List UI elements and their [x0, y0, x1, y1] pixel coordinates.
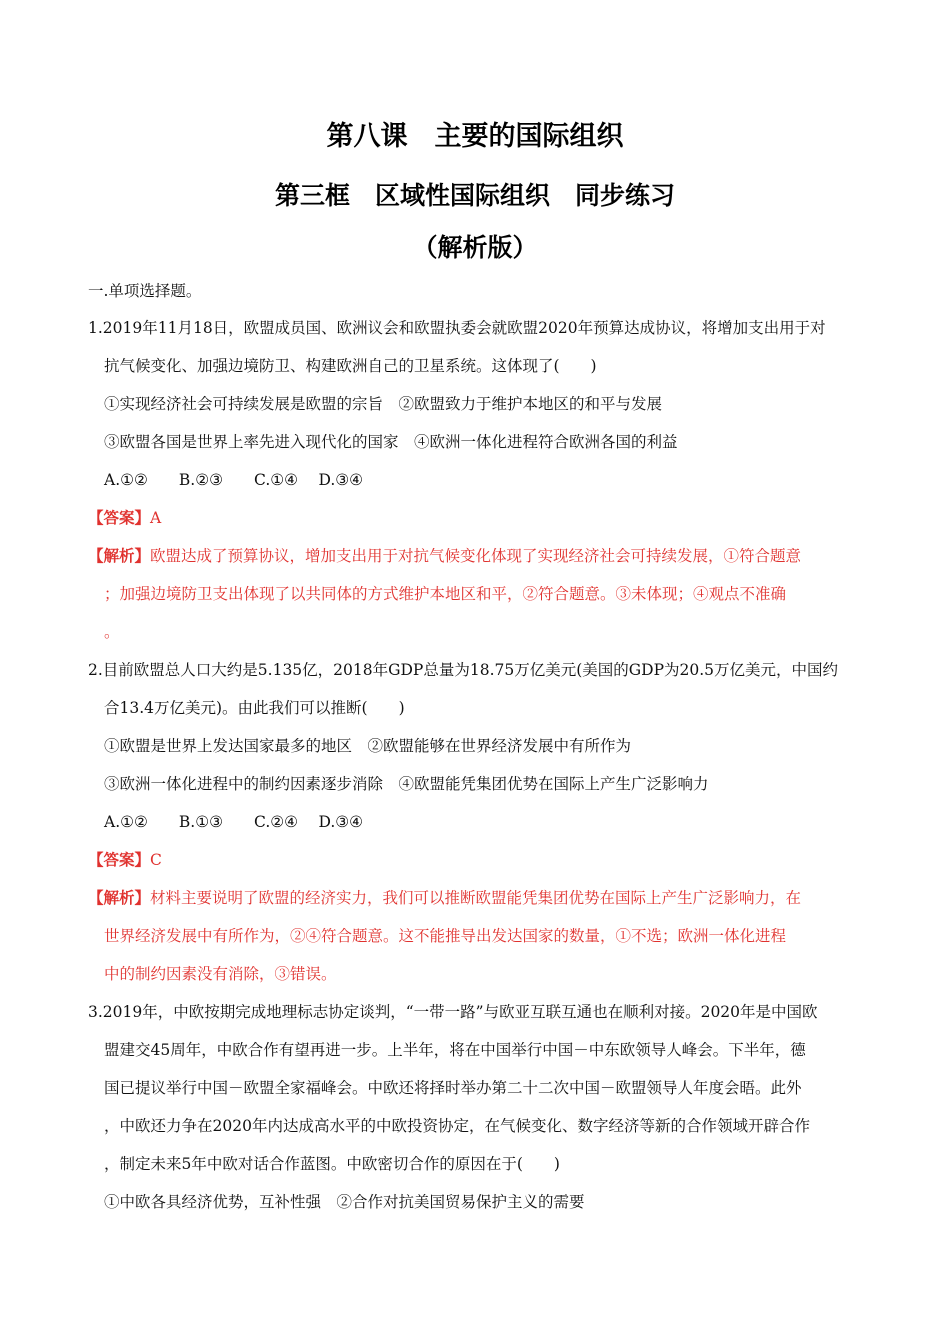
section-heading: 一.单项选择题。 [88, 282, 202, 300]
q2-statement-2: ③欧洲一体化进程中的制约因素逐步消除 ④欧盟能凭集团优势在国际上产生广泛影响力 [104, 775, 709, 793]
document-title: 第八课 主要的国际组织 [326, 121, 624, 152]
q1-statement-2: ③欧盟各国是世界上率先进入现代化的国家 ④欧洲一体化进程符合欧洲各国的利益 [104, 433, 678, 451]
q2-options: A.①② B.①③ C.②④ D.③④ [104, 813, 364, 831]
q2-analysis-line-3: 中的制约因素没有消除，③错误。 [104, 965, 337, 983]
q1-analysis-line-3: 。 [104, 623, 120, 641]
q2-answer-value: C [150, 851, 162, 869]
q1-analysis-line-1 [88, 545, 801, 567]
q1-analysis-line-2: ；加强边境防卫支出体现了以共同体的方式维护本地区和平，②符合题意。③未体现；④观点不准确 [104, 585, 787, 603]
q3-stem-line-2: 盟建交45周年，中欧合作有望再进一步。上半年，将在中国举行中国－中东欧领导人峰会。下半年，德 [104, 1041, 806, 1059]
q2-stem-line-1: 2.目前欧盟总人口大约是5.135亿，2018年GDP总量为18.75万亿美元(美国的GDP为20.5万亿美元，中国约 [88, 661, 839, 679]
q1-stem-line-2: 抗气候变化、加强边境防卫、构建欧洲自己的卫星系统。这体现了( ) [104, 357, 597, 375]
q1-answer-tag: 【答案】 [88, 508, 151, 527]
q1-analysis-text-1: 欧盟达成了预算协议，增加支出用于对抗气候变化体现了实现经济社会可持续发展，①符合题意 [150, 547, 802, 565]
q1-statement-1: ①实现经济社会可持续发展是欧盟的宗旨 ②欧盟致力于维护本地区的和平与发展 [104, 395, 663, 413]
q3-statement-1: ①中欧各具经济优势，互补性强 ②合作对抗美国贸易保护主义的需要 [104, 1193, 585, 1211]
q1-analysis-tag: 【解析】 [88, 546, 151, 565]
q1-answer-value: A [150, 509, 162, 527]
q2-analysis-line-2: 世界经济发展中有所作为，②④符合题意。这不能推导出发达国家的数量，①不选；欧洲一体化进程 [104, 927, 787, 945]
document-subtitle: 第三框 区域性国际组织 同步练习 [274, 181, 675, 210]
q2-answer-tag: 【答案】 [88, 850, 151, 869]
document-version: （解析版） [412, 233, 538, 262]
q2-analysis-text-1: 材料主要说明了欧盟的经济实力，我们可以推断欧盟能凭集团优势在国际上产生广泛影响力，在 [150, 889, 802, 907]
q2-analysis-line-1 [88, 887, 801, 909]
q3-stem-line-5: ，制定未来5年中欧对话合作蓝图。中欧密切合作的原因在于( ) [104, 1155, 560, 1173]
q3-stem-line-1: 3.2019年，中欧按期完成地理标志协定谈判，“一带一路”与欧亚互联互通也在顺利对接。2020年是中国欧 [88, 1003, 818, 1021]
q3-stem-line-4: ，中欧还力争在2020年内达成高水平的中欧投资协定，在气候变化、数字经济等新的合作领域开辟合作 [104, 1117, 810, 1135]
q1-stem-line-1: 1.2019年11月18日，欧盟成员国、欧洲议会和欧盟执委会就欧盟2020年预算达成协议，将增加支出用于对 [88, 319, 826, 337]
q1-answer [88, 507, 161, 529]
q2-answer [88, 849, 162, 871]
q1-options: A.①② B.②③ C.①④ D.③④ [104, 471, 364, 489]
q2-analysis-tag: 【解析】 [88, 888, 151, 907]
q2-stem-line-2: 合13.4万亿美元)。由此我们可以推断( ) [104, 699, 405, 717]
q2-statement-1: ①欧盟是世界上发达国家最多的地区 ②欧盟能够在世界经济发展中有所作为 [104, 737, 632, 755]
q3-stem-line-3: 国已提议举行中国－欧盟全家福峰会。中欧还将择时举办第二十二次中国－欧盟领导人年度会晤。此外 [104, 1079, 802, 1097]
